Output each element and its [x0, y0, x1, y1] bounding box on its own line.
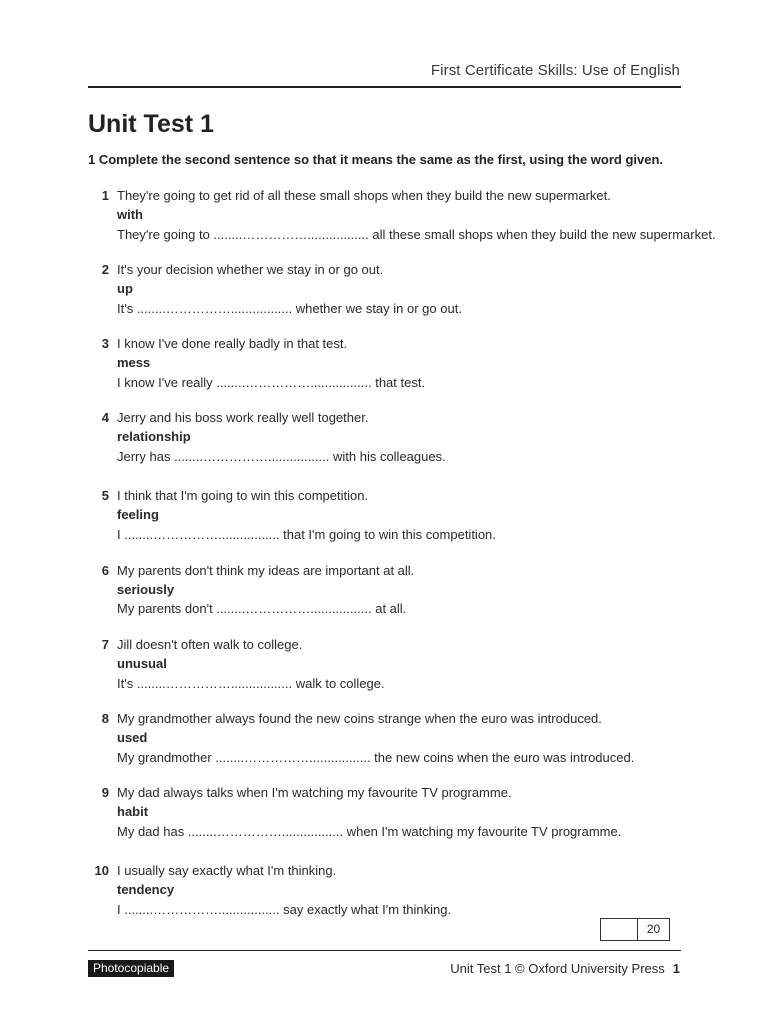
question-completion: My dad has ........……………................. when I'm watching my favourite TV programme.	[117, 824, 622, 839]
question-keyword: habit	[117, 804, 149, 819]
question-number: 9	[101, 785, 109, 800]
question-completion: Jerry has ........……………................. with his colleagues.	[117, 449, 446, 464]
header-title: First Certificate Skills: Use of English	[430, 62, 680, 79]
question-sentence: My dad always talks when I'm watching my favourite TV programme.	[117, 785, 512, 800]
footer-rule	[88, 950, 681, 951]
question-completion: It's ........……………................. walk to college.	[117, 676, 385, 691]
question-sentence: Jerry and his boss work really well together.	[117, 410, 369, 425]
question-keyword: up	[117, 281, 133, 296]
question-number: 1	[101, 188, 109, 203]
question-completion: It's ........……………................. whether we stay in or go out.	[117, 301, 462, 316]
question-number: 3	[101, 336, 109, 351]
question-number: 8	[101, 711, 109, 726]
question-sentence: I know I've done really badly in that test.	[117, 336, 348, 351]
question-keyword: with	[117, 207, 143, 222]
question-number: 5	[101, 488, 109, 503]
question-completion: My parents don't ........……………................. at all.	[117, 601, 407, 616]
question-number: 2	[101, 262, 109, 277]
question-keyword: relationship	[117, 429, 191, 444]
question-number: 7	[101, 637, 109, 652]
photocopiable-badge: Photocopiable	[88, 960, 174, 977]
question-keyword: mess	[117, 355, 151, 370]
question-completion: I ........……………................. say exactly what I'm thinking.	[117, 902, 452, 917]
question-keyword: unusual	[117, 656, 167, 671]
page-title: Unit Test 1	[88, 110, 214, 138]
question-completion: I know I've really ........……………................. that test.	[117, 375, 426, 390]
question-sentence: I think that I'm going to win this competition.	[117, 488, 369, 503]
question-number: 6	[101, 563, 109, 578]
score-total: 20	[646, 922, 661, 936]
question-number: 4	[101, 410, 109, 425]
question-sentence: It's your decision whether we stay in or go out.	[117, 262, 384, 277]
question-sentence: They're going to get rid of all these small shops when they build the new supermarket.	[117, 188, 611, 203]
exercise-instruction: 1 Complete the second sentence so that it means the same as the first, using the word given.	[88, 152, 664, 167]
question-completion: I ........……………................. that I'm going to win this competition.	[117, 527, 496, 542]
question-keyword: tendency	[117, 882, 175, 897]
footer-credit	[450, 961, 680, 976]
page-number: 1	[672, 961, 680, 976]
footer-credit-text: Unit Test 1 © Oxford University Press	[450, 961, 665, 976]
header-rule	[88, 86, 681, 88]
score-box	[600, 918, 670, 941]
question-keyword: seriously	[117, 582, 175, 597]
question-sentence: Jill doesn't often walk to college.	[117, 637, 303, 652]
question-sentence: My parents don't think my ideas are important at all.	[117, 563, 415, 578]
question-completion: My grandmother ........……………................. the new coins when the euro was introduced.	[117, 750, 635, 765]
question-number: 10	[94, 863, 109, 878]
question-completion: They're going to ........……………................. all these small shops when they build the new supermarket.	[117, 227, 716, 242]
question-keyword: feeling	[117, 507, 159, 522]
question-keyword: used	[117, 730, 148, 745]
question-sentence: My grandmother always found the new coins strange when the euro was introduced.	[117, 711, 602, 726]
question-sentence: I usually say exactly what I'm thinking.	[117, 863, 337, 878]
